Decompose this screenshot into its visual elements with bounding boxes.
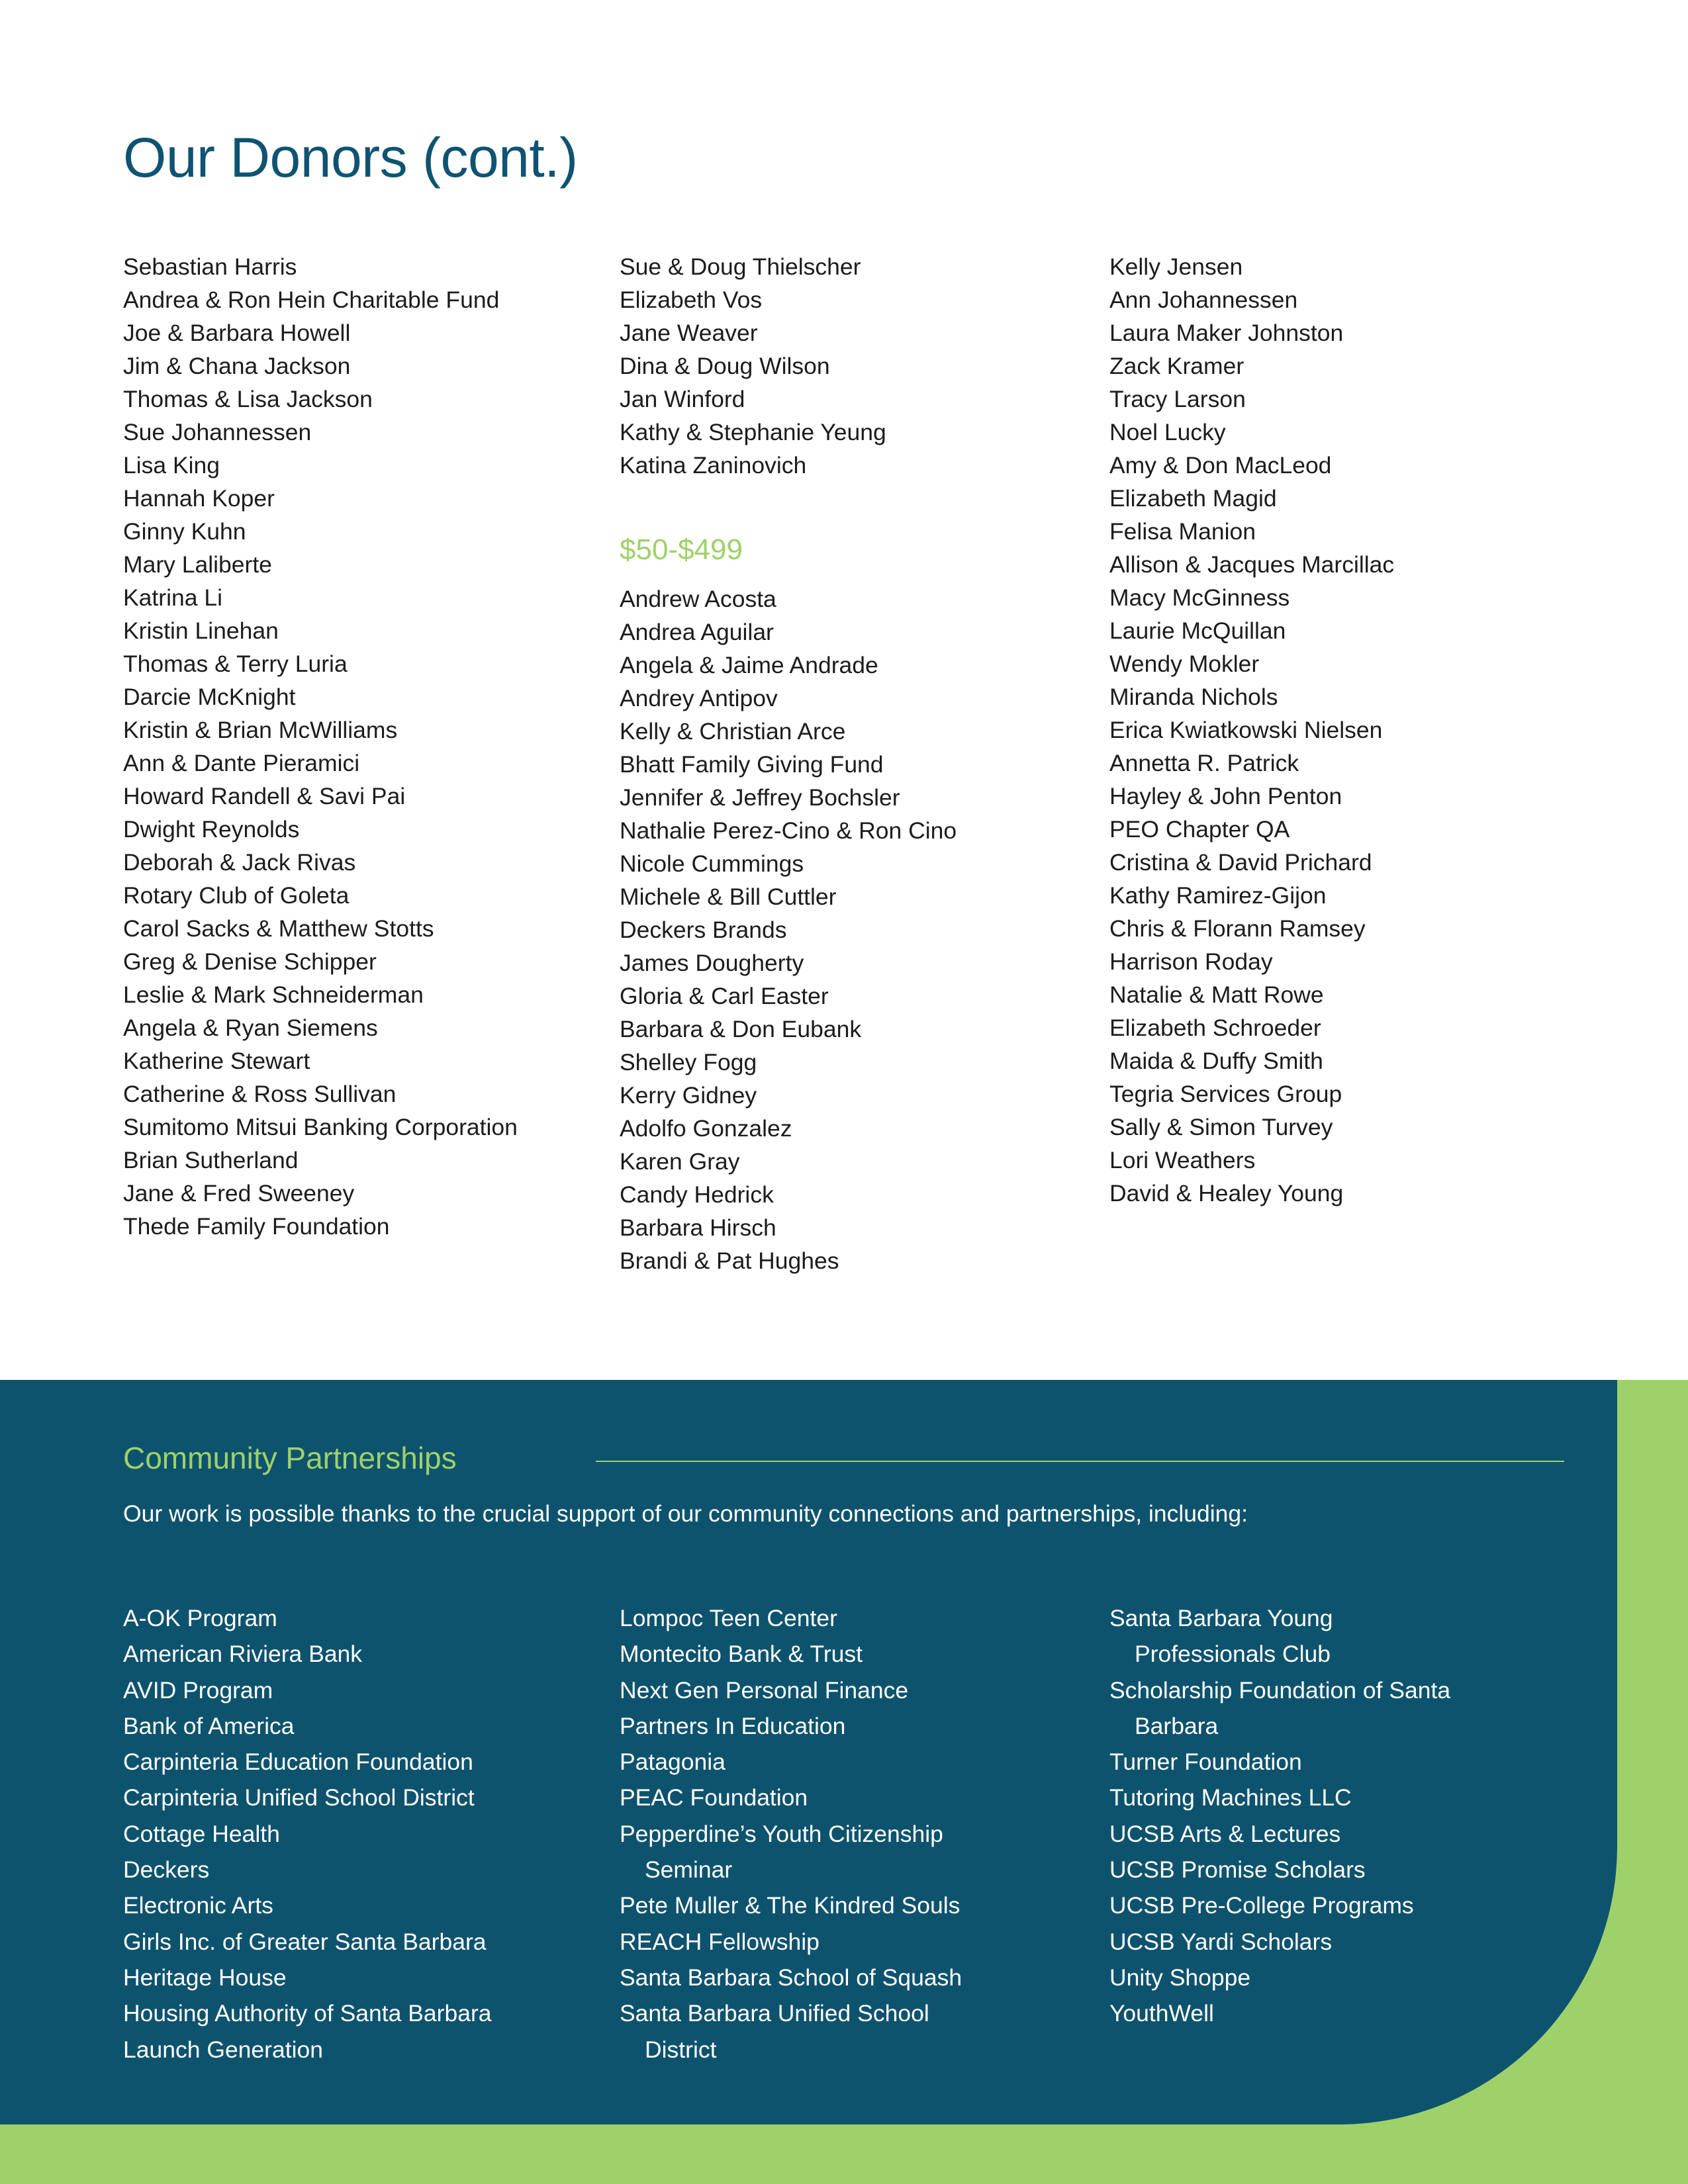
partner-name: American Riviera Bank xyxy=(123,1641,363,1668)
donor-name: Sumitomo Mitsui Banking Corporation xyxy=(123,1114,518,1140)
donor-name: Karen Gray xyxy=(620,1148,740,1175)
partner-list-column-1 xyxy=(123,1600,600,2068)
donor-name: Amy & Don MacLeod xyxy=(1109,452,1332,478)
donor-name: Sue Johannessen xyxy=(123,419,312,445)
donor-name: Noel Lucky xyxy=(1109,419,1226,445)
partner-name: AVID Program xyxy=(123,1676,273,1704)
donor-name: Miranda Nichols xyxy=(1109,684,1278,710)
partner-name: Cottage Health xyxy=(123,1820,280,1847)
donor-list-column-2 xyxy=(620,250,1096,482)
section-divider xyxy=(596,1461,1564,1462)
donor-name: Maida & Duffy Smith xyxy=(1109,1048,1323,1074)
donor-name: Felisa Manion xyxy=(1109,518,1256,545)
community-partnerships-intro: Our work is possible thanks to the crucial support of our community connections and partnerships, including: xyxy=(123,1500,1248,1527)
donor-name: Sally & Simon Turvey xyxy=(1109,1114,1333,1140)
donor-name: Andrey Antipov xyxy=(620,685,778,711)
donor-name: Dwight Reynolds xyxy=(123,816,300,842)
partner-name: Bank of America xyxy=(123,1712,295,1739)
donor-name: James Dougherty xyxy=(620,950,804,976)
partner-name: Turner Foundation xyxy=(1109,1749,1302,1776)
partner-list-column-3 xyxy=(1109,1600,1480,2032)
donor-name: Kristin Linehan xyxy=(123,617,279,644)
donor-name: Sue & Doug Thielscher xyxy=(620,253,861,280)
partner-name: Housing Authority of Santa Barbara xyxy=(123,2000,492,2027)
donor-name: Ann Johannessen xyxy=(1109,287,1298,313)
partner-name: PEAC Foundation xyxy=(620,1784,808,1811)
donor-name: Joe & Barbara Howell xyxy=(123,320,351,346)
partner-name: Santa Barbara Unified School District xyxy=(620,2000,929,2063)
partner-name: UCSB Pre-College Programs xyxy=(1109,1892,1414,1919)
donor-name: Jane & Fred Sweeney xyxy=(123,1180,355,1206)
partner-name: Partners In Education xyxy=(620,1712,846,1739)
partner-name: Electronic Arts xyxy=(123,1892,273,1919)
donor-name: Nathalie Perez-Cino & Ron Cino xyxy=(620,817,957,844)
donor-name: Carol Sacks & Matthew Stotts xyxy=(123,915,434,942)
donor-name: Wendy Mokler xyxy=(1109,651,1260,677)
donor-name: Natalie & Matt Rowe xyxy=(1109,981,1324,1008)
donor-name: Allison & Jacques Marcillac xyxy=(1109,551,1395,578)
partner-name: REACH Fellowship xyxy=(620,1928,820,1955)
donor-name: Michele & Bill Cuttler xyxy=(620,884,837,910)
donor-list-tier-50-499 xyxy=(620,582,1096,1277)
donor-name: Catherine & Ross Sullivan xyxy=(123,1081,397,1107)
donor-name: Annetta R. Patrick xyxy=(1109,750,1299,776)
donor-name: Elizabeth Magid xyxy=(1109,485,1277,512)
partner-name: Scholarship Foundation of Santa Barbara xyxy=(1109,1676,1451,1739)
donor-name: Andrea & Ron Hein Charitable Fund xyxy=(123,287,500,313)
donor-name: Darcie McKnight xyxy=(123,684,296,710)
donor-name: Thomas & Lisa Jackson xyxy=(123,386,373,412)
partner-name: Heritage House xyxy=(123,1964,287,1991)
donor-name: Chris & Florann Ramsey xyxy=(1109,915,1366,942)
donor-name: Dina & Doug Wilson xyxy=(620,353,830,379)
donor-name: Cristina & David Prichard xyxy=(1109,849,1372,876)
tier-heading-50-499: $50-$499 xyxy=(620,533,743,566)
donor-name: Hannah Koper xyxy=(123,485,275,512)
donor-name: Katina Zaninovich xyxy=(620,452,807,478)
donor-name: Brian Sutherland xyxy=(123,1147,299,1173)
donor-name: Elizabeth Schroeder xyxy=(1109,1015,1321,1041)
donor-name: Macy McGinness xyxy=(1109,584,1290,611)
partner-name: Tutoring Machines LLC xyxy=(1109,1784,1352,1811)
donor-list-column-1 xyxy=(123,250,600,1243)
partner-name: Carpinteria Unified School District xyxy=(123,1784,475,1811)
partner-name: UCSB Promise Scholars xyxy=(1109,1856,1366,1884)
donor-name: Lori Weathers xyxy=(1109,1147,1256,1173)
donor-name: Katherine Stewart xyxy=(123,1048,310,1074)
donor-name: Ginny Kuhn xyxy=(123,518,246,545)
donor-name: Greg & Denise Schipper xyxy=(123,948,377,975)
donor-name: Erica Kwiatkowski Nielsen xyxy=(1109,717,1383,743)
partner-name: Next Gen Personal Finance xyxy=(620,1676,909,1704)
donor-name: Kristin & Brian McWilliams xyxy=(123,717,398,743)
donor-name: Brandi & Pat Hughes xyxy=(620,1248,839,1274)
partner-name: UCSB Yardi Scholars xyxy=(1109,1928,1333,1955)
partner-name: Santa Barbara School of Squash xyxy=(620,1964,962,1991)
partner-name: YouthWell xyxy=(1109,2000,1214,2027)
donor-name: Andrea Aguilar xyxy=(620,619,774,645)
partner-name: Lompoc Teen Center xyxy=(620,1605,837,1631)
donor-name: Hayley & John Penton xyxy=(1109,783,1342,809)
partner-name: Montecito Bank & Trust xyxy=(620,1641,863,1668)
donor-name: Mary Laliberte xyxy=(123,551,272,578)
donor-name: Angela & Ryan Siemens xyxy=(123,1015,378,1041)
donor-name: Thomas & Terry Luria xyxy=(123,651,348,677)
donor-name: Deckers Brands xyxy=(620,917,787,943)
donor-name: Rotary Club of Goleta xyxy=(123,882,350,909)
donor-name: Jane Weaver xyxy=(620,320,758,346)
donor-name: Nicole Cummings xyxy=(620,850,804,877)
partner-name: Carpinteria Education Foundation xyxy=(123,1749,473,1776)
donor-name: Kelly & Christian Arce xyxy=(620,718,846,745)
donor-name: Barbara & Don Eubank xyxy=(620,1016,862,1042)
partner-name: Girls Inc. of Greater Santa Barbara xyxy=(123,1928,487,1955)
community-partnerships-title: Community Partnerships xyxy=(123,1441,457,1475)
donor-name: Andrew Acosta xyxy=(620,586,776,612)
donor-name: Adolfo Gonzalez xyxy=(620,1115,792,1142)
donor-name: Zack Kramer xyxy=(1109,353,1244,379)
donor-name: Kathy & Stephanie Yeung xyxy=(620,419,886,445)
donor-name: Sebastian Harris xyxy=(123,253,297,280)
donor-name: Kathy Ramirez-Gijon xyxy=(1109,882,1327,909)
donor-name: Thede Family Foundation xyxy=(123,1213,390,1240)
donor-name: Katrina Li xyxy=(123,584,222,611)
partner-name: A-OK Program xyxy=(123,1605,277,1631)
donor-name: Gloria & Carl Easter xyxy=(620,983,829,1009)
partner-list-column-2 xyxy=(620,1600,1043,2068)
donor-name: Shelley Fogg xyxy=(620,1049,757,1075)
donor-name: Jennifer & Jeffrey Bochsler xyxy=(620,784,900,811)
partner-name: Patagonia xyxy=(620,1749,726,1776)
donor-name: Ann & Dante Pieramici xyxy=(123,750,360,776)
donor-name: Jan Winford xyxy=(620,386,745,412)
partner-name: Santa Barbara Young Professionals Club xyxy=(1109,1605,1333,1668)
partner-name: Unity Shoppe xyxy=(1109,1964,1251,1991)
donor-name: Deborah & Jack Rivas xyxy=(123,849,356,876)
donor-name: Angela & Jaime Andrade xyxy=(620,652,878,678)
page-title: Our Donors (cont.) xyxy=(123,126,578,189)
donor-name: Harrison Roday xyxy=(1109,948,1273,975)
donor-name: PEO Chapter QA xyxy=(1109,816,1290,842)
donor-list-column-3 xyxy=(1109,250,1586,1210)
donor-name: Elizabeth Vos xyxy=(620,287,763,313)
donor-name: Kelly Jensen xyxy=(1109,253,1243,280)
donor-name: Kerry Gidney xyxy=(620,1082,757,1109)
donor-name: Tracy Larson xyxy=(1109,386,1246,412)
donor-name: Lisa King xyxy=(123,452,220,478)
donor-name: Howard Randell & Savi Pai xyxy=(123,783,406,809)
donor-name: Candy Hedrick xyxy=(620,1181,774,1208)
donor-name: Laura Maker Johnston xyxy=(1109,320,1344,346)
donor-name: Laurie McQuillan xyxy=(1109,617,1286,644)
partner-name: Pete Muller & The Kindred Souls xyxy=(620,1892,961,1919)
donor-name: David & Healey Young xyxy=(1109,1180,1344,1206)
partner-name: Deckers xyxy=(123,1856,210,1884)
partner-name: Pepperdine’s Youth Citizenship Seminar xyxy=(620,1820,943,1884)
donor-name: Jim & Chana Jackson xyxy=(123,353,351,379)
donor-name: Barbara Hirsch xyxy=(620,1214,776,1241)
partner-name: Launch Generation xyxy=(123,2036,323,2063)
donor-name: Leslie & Mark Schneiderman xyxy=(123,981,424,1008)
donor-name: Bhatt Family Giving Fund xyxy=(620,751,884,778)
partner-name: UCSB Arts & Lectures xyxy=(1109,1820,1341,1847)
donor-name: Tegria Services Group xyxy=(1109,1081,1342,1107)
